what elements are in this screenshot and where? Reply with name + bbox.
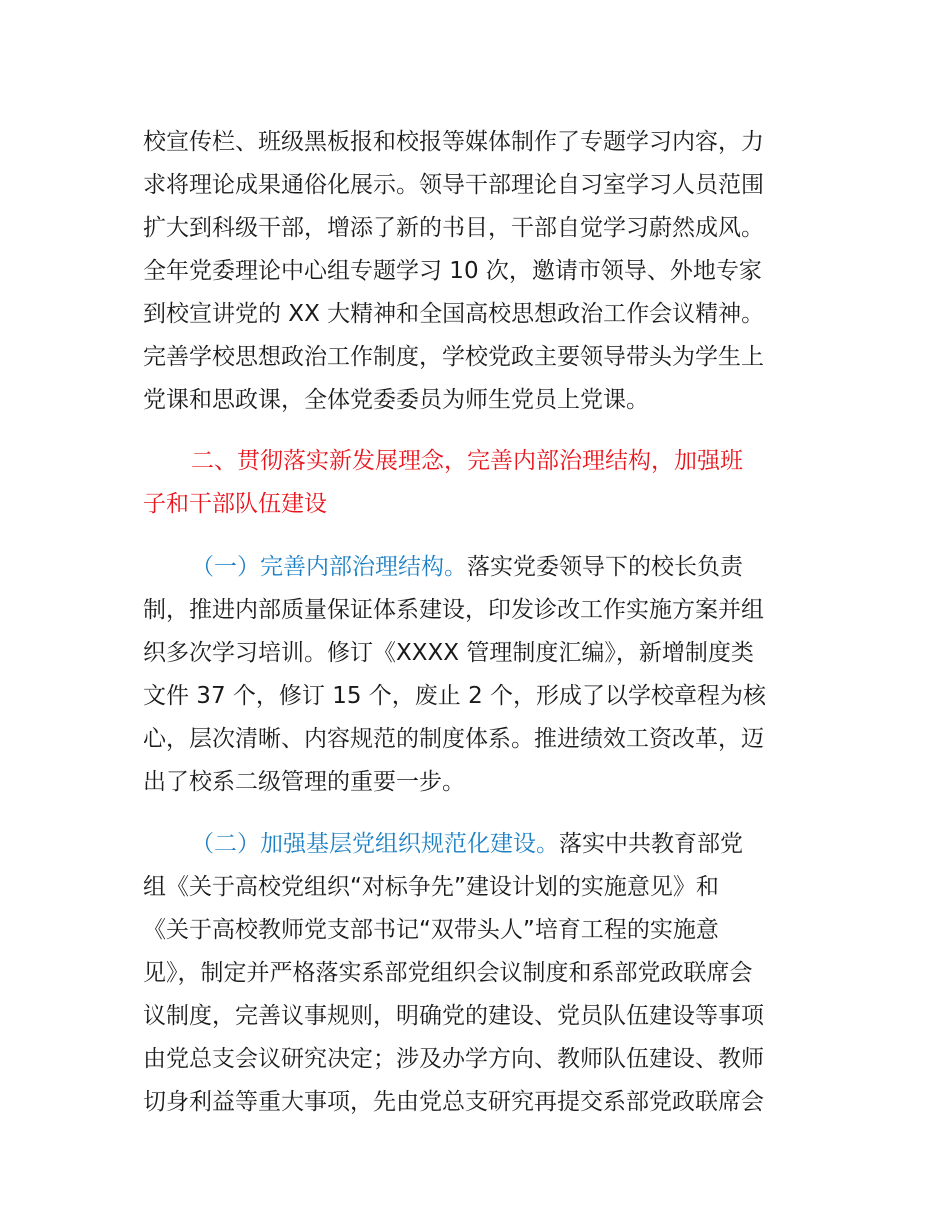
paragraph-line: 文件 37 个，修订 15 个，废止 2 个，形成了以学校章程为核 — [143, 683, 767, 709]
paragraph-line: 求将理论成果通俗化展示。领导干部理论自习室学习人员范围 — [143, 172, 764, 198]
item-2-first-line — [191, 829, 743, 859]
paragraph-line: 制，推进内部质量保证体系建设，印发诊改工作实施方案并组 — [143, 597, 764, 623]
item-1-title: （一）完善内部治理结构。 — [191, 554, 467, 580]
paragraph-line: 《关于高校教师党支部书记“双带头人”培育工程的实施意 — [143, 917, 719, 943]
paragraph-line: 心，层次清晰、内容规范的制度体系。推进绩效工资改革，迈 — [143, 726, 764, 752]
heading-line: 二、贯彻落实新发展理念，完善内部治理结构，加强班 — [191, 448, 743, 474]
paragraph-line: 出了校系二级管理的重要一步。 — [143, 769, 465, 795]
paragraph-line: 全年党委理论中心组专题学习 10 次，邀请市领导、外地专家 — [143, 258, 762, 284]
paragraph-line: 由党总支会议研究决定；涉及办学方向、教师队伍建设、教师 — [143, 1046, 764, 1072]
item-1-first-line-text: 落实党委领导下的校长负责 — [467, 554, 743, 580]
item-2-first-line-text: 落实中共教育部党 — [559, 831, 743, 857]
paragraph-line: 到校宣讲党的 XX 大精神和全国高校思想政治工作会议精神。 — [143, 301, 765, 327]
paragraph-line: 织多次学习培训。修订《XXXX 管理制度汇编》，新增制度类 — [143, 640, 754, 666]
paragraph-line: 扩大到科级干部，增添了新的书目，干部自觉学习蔚然成风。 — [143, 215, 764, 241]
paragraph-line: 组《关于高校党组织“对标争先”建设计划的实施意见》和 — [143, 874, 719, 900]
heading-line: 子和干部队伍建设 — [143, 491, 327, 517]
paragraph-line: 切身利益等重大事项，先由党总支研究再提交系部党政联席会 — [143, 1089, 764, 1115]
paragraph-line: 党课和思政课，全体党委委员为师生党员上党课。 — [143, 387, 649, 413]
paragraph-line: 完善学校思想政治工作制度，学校党政主要领导带头为学生上 — [143, 344, 764, 370]
item-2-title: （二）加强基层党组织规范化建设。 — [191, 831, 559, 857]
item-1-first-line — [191, 552, 743, 582]
paragraph-line: 见》，制定并严格落实系部党组织会议制度和系部党政联席会 — [143, 960, 753, 986]
paragraph-line: 议制度，完善议事规则，明确党的建设、党员队伍建设等事项 — [143, 1003, 764, 1029]
paragraph-line: 校宣传栏、班级黑板报和校报等媒体制作了专题学习内容，力 — [143, 129, 764, 155]
